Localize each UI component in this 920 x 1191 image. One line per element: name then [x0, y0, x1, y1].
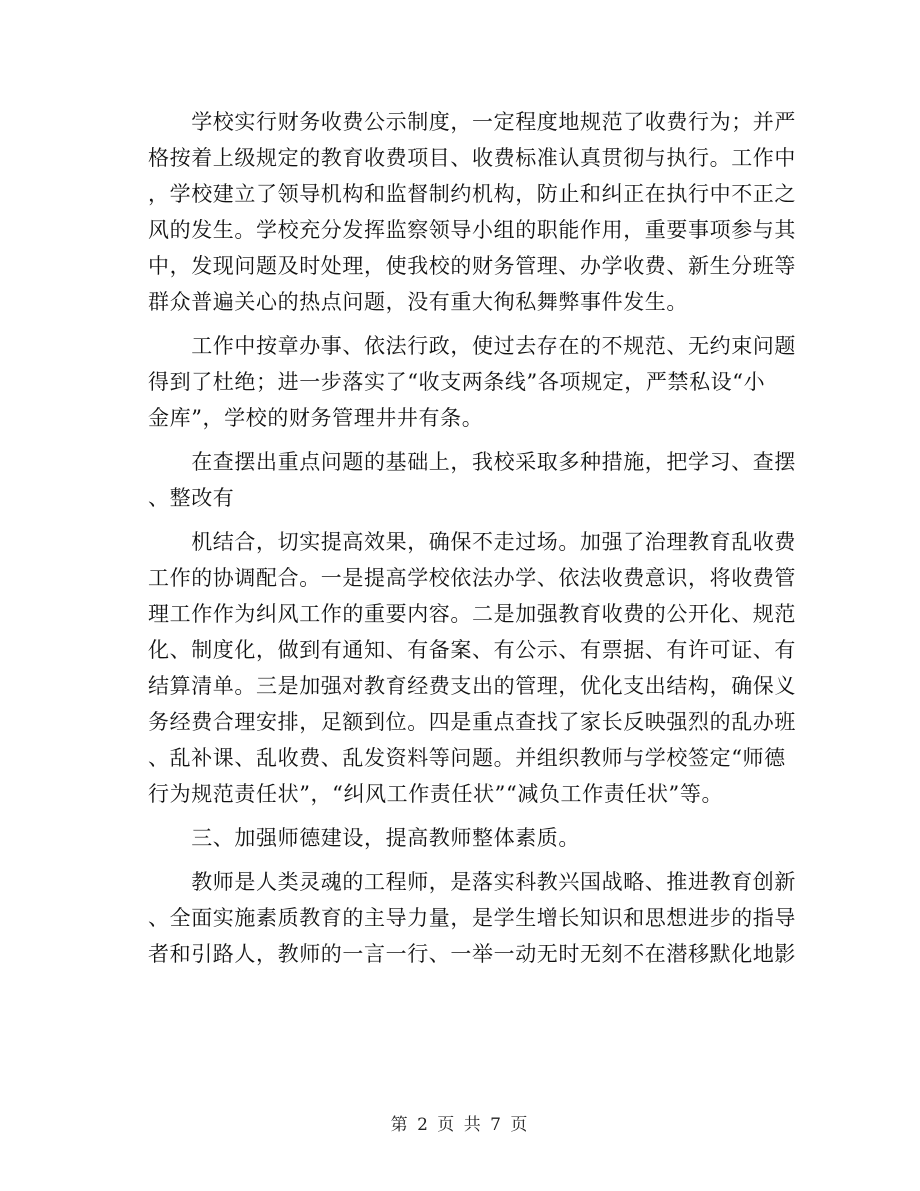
text-line: 中，发现问题及时处理，使我校的财务管理、办学收费、新生分班等 — [148, 254, 796, 278]
text-line: 机结合，切实提高效果，确保不走过场。加强了治理教育乱收费 — [148, 530, 796, 554]
paragraph-gap — [148, 812, 778, 820]
paragraph-gap — [148, 856, 778, 864]
text-line: 格按着上级规定的教育收费项目、收费标准认真贯彻与执行。工作中 — [148, 146, 796, 170]
text-line: 者和引路人，教师的一言一行、一举一动无时无刻不在潜移默化地影 — [148, 942, 796, 966]
text-line: 工作中按章办事、依法行政，使过去存在的不规范、无约束问题 — [148, 334, 796, 358]
text-line: 群众普遍关心的热点问题，没有重大徇私舞弊事件发生。 — [148, 290, 688, 314]
page-number-footer: 第 2 页 共 7 页 — [390, 1115, 530, 1135]
text-line: 三、加强师德建设，提高教师整体素质。 — [148, 826, 580, 850]
text-line: 、整改有 — [148, 486, 235, 510]
text-line: 金库”，学校的财务管理井井有条。 — [148, 406, 484, 430]
text-line: 化、制度化，做到有通知、有备案、有公示、有票据、有许可证、有 — [148, 638, 796, 662]
text-line: 教师是人类灵魂的工程师，是落实科教兴国战略、推进教育创新 — [148, 870, 796, 894]
text-line: 学校实行财务收费公示制度，一定程度地规范了收费行为；并严 — [148, 110, 796, 134]
text-line: 工作的协调配合。一是提高学校依法办学、依法收费意识，将收费管 — [148, 566, 796, 590]
text-line: 在查摆出重点问题的基础上，我校采取多种措施，把学习、查摆 — [148, 450, 796, 474]
text-line: 得到了杜绝；进一步落实了“收支两条线”各项规定，严禁私设“小 — [148, 370, 766, 394]
text-line: ，学校建立了领导机构和监督制约机构，防止和纠正在执行中不正之 — [148, 182, 796, 206]
text-line: 、乱补课、乱收费、乱发资料等问题。并组织教师与学校签定“师德 — [148, 746, 786, 770]
text-line: 务经费合理安排，足额到位。四是重点查找了家长反映强烈的乱办班 — [148, 710, 796, 734]
text-line: 风的发生。学校充分发挥监察领导小组的职能作用，重要事项参与其 — [148, 218, 796, 242]
text-line: 理工作作为纠风工作的重要内容。二是加强教育收费的公开化、规范 — [148, 602, 796, 626]
paragraph-gap — [148, 436, 778, 444]
text-line: 结算清单。三是加强对教育经费支出的管理，优化支出结构，确保义 — [148, 674, 796, 698]
body-text — [148, 104, 796, 972]
paragraph-gap — [148, 320, 778, 328]
text-line: 、全面实施素质教育的主导力量，是学生增长知识和思想进步的指导 — [148, 906, 796, 930]
paragraph-gap — [148, 516, 778, 524]
text-line: 行为规范责任状”，“纠风工作责任状”“减负工作责任状”等。 — [148, 782, 724, 806]
